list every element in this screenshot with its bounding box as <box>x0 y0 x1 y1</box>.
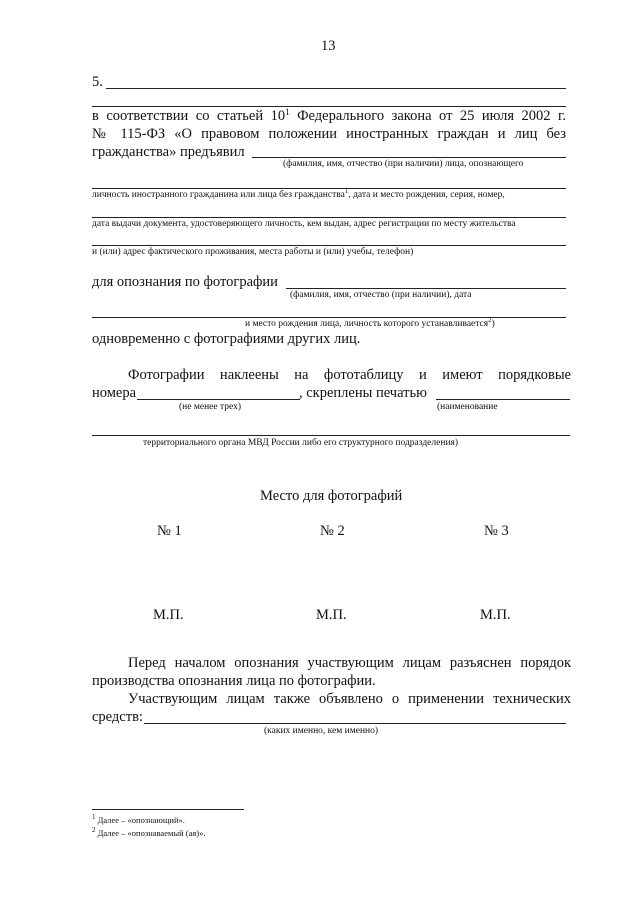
footnote-1: $^1$ Далее – «опознающий». <box>92 813 185 825</box>
item-fill-line <box>106 88 566 89</box>
identification-hint-2: и место рождения лица, личность которого устанавливается$^2$) <box>245 316 495 329</box>
hint-presenter-3: дата выдачи документа, удостоверяющего личность, кем выдан, адрес регистрации по месту жительства <box>92 219 516 229</box>
fill-line-a <box>92 188 566 189</box>
para1-line2: № 115-ФЗ «О правовом положении иностранных граждан и лиц без <box>92 126 566 142</box>
fill-line-b <box>92 217 566 218</box>
hint-presenter-4: и (или) адрес фактического проживания, места работы и (или) учебы, телефон) <box>92 247 414 257</box>
photo-section-title: Место для фотографий <box>260 488 403 504</box>
presenter-fill-line <box>252 157 566 158</box>
hint-org: территориального органа МВД России либо его структурного подразделения) <box>143 438 459 448</box>
item-fill-line-2 <box>92 106 566 107</box>
closing-p2-line1: Участвующим лицам также объявлено о применении технических <box>128 691 571 707</box>
footnote-separator <box>92 809 244 810</box>
hint-presenter-1: (фамилия, имя, отчество (при наличии) лица, опознающего <box>283 159 524 169</box>
page-number: 13 <box>321 38 336 54</box>
hint-name: (наименование <box>437 402 498 412</box>
stamp-place-3: М.П. <box>480 607 511 623</box>
identification-line-after: одновременно с фотографиями других лиц. <box>92 331 361 347</box>
item-number: 5. <box>92 74 103 90</box>
hint-count: (не менее трех) <box>179 402 241 412</box>
hint-presenter-2: личность иностранного гражданина или лица без гражданства$^1$, дата и место рождения, серия, номер, <box>92 187 505 200</box>
org-fill-line <box>92 435 570 436</box>
photos-line1: Фотографии наклеены на фототаблицу и имеют порядковые <box>128 367 571 383</box>
closing-p1-line1: Перед началом опознания участвующим лицам разъяснен порядок <box>128 655 571 671</box>
photos-line2-b: , скреплены печатью <box>299 385 427 401</box>
photo-slot-3: № 3 <box>484 523 509 539</box>
tech-means-hint: (каких именно, кем именно) <box>264 726 379 736</box>
photos-seal-line <box>436 399 570 400</box>
closing-p1-line2: производства опознания лица по фотографии. <box>92 673 376 689</box>
fill-line-c <box>92 245 566 246</box>
photo-slot-2: № 2 <box>320 523 345 539</box>
stamp-place-1: М.П. <box>153 607 184 623</box>
footnote-2: $^2$ Далее – «опознаваемый (ая)». <box>92 826 206 838</box>
identification-hint-1: (фамилия, имя, отчество (при наличии), дата <box>290 290 472 300</box>
photos-count-line <box>137 399 300 400</box>
closing-p2-line2: средств: <box>92 709 143 725</box>
para1-line1: в соответствии со статьей $10^1$ Федерального закона от 25 июля 2002 г. <box>92 107 566 124</box>
photos-line2-a: номера <box>92 385 137 401</box>
photo-slot-1: № 1 <box>157 523 182 539</box>
stamp-place-2: М.П. <box>316 607 347 623</box>
para1-line3: гражданства» предъявил <box>92 144 245 160</box>
identification-label: для опознания по фотографии <box>92 274 278 290</box>
identification-fill-line <box>286 288 566 289</box>
tech-means-fill-line <box>144 723 566 724</box>
identification-fill-line-2 <box>92 317 566 318</box>
